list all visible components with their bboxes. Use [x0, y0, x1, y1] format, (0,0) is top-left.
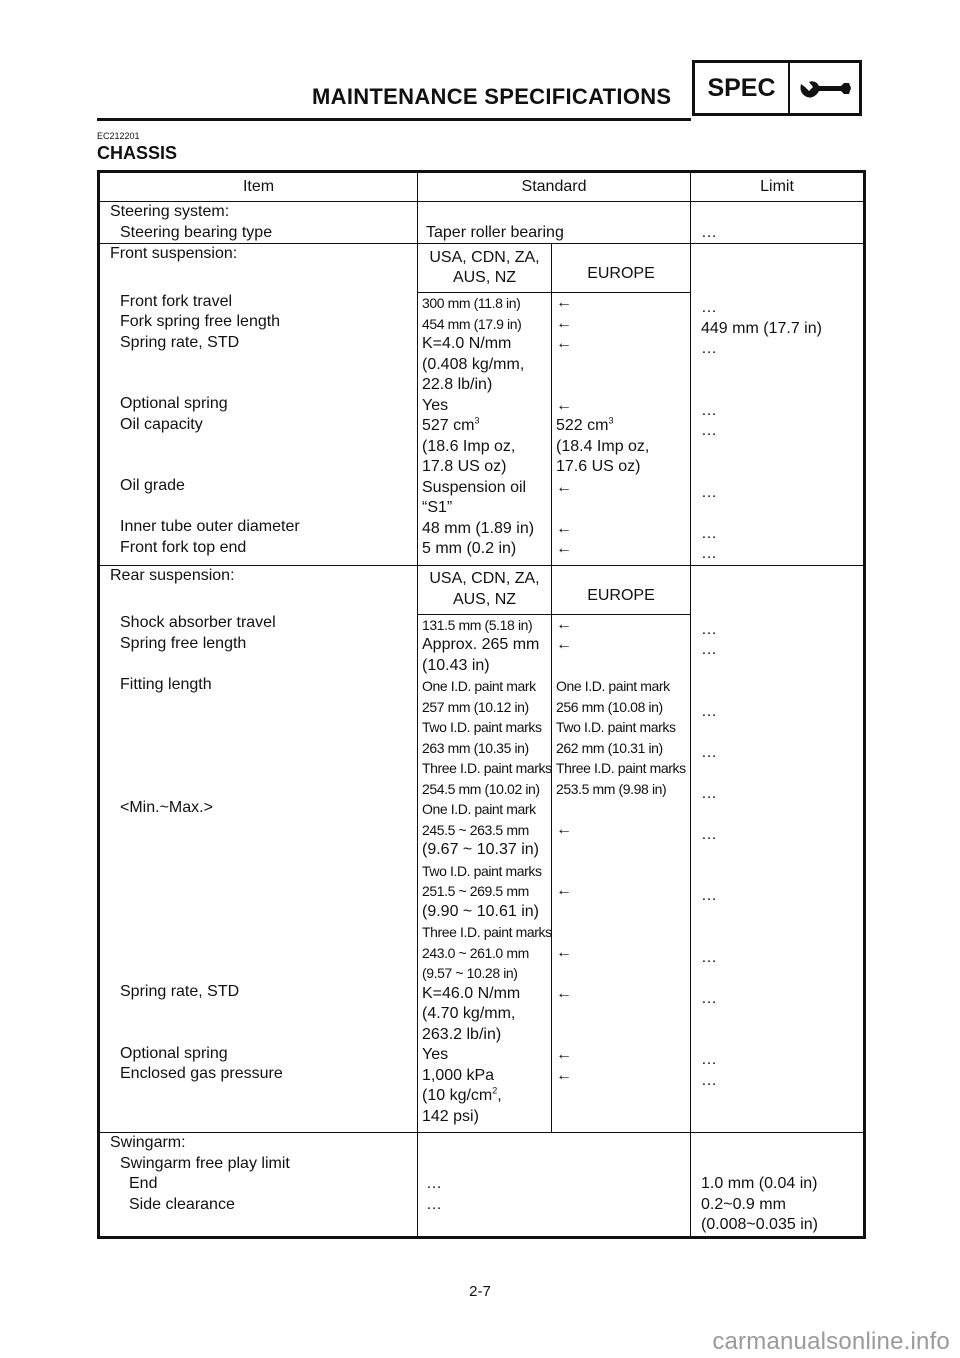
rear-std-europe-value: ← [556, 882, 572, 899]
rear-limit-value: … [701, 989, 717, 1007]
front-item-label: Spring rate, STD [120, 333, 240, 351]
rear-limit-value [691, 763, 863, 784]
rear-limit-value [691, 681, 863, 702]
rear-limit-value [691, 927, 863, 948]
front-col-a-header: USA, CDN, ZA, AUS, NZ [418, 244, 552, 293]
front-std-a-cell [418, 293, 552, 566]
rear-item-label [100, 654, 417, 675]
swingarm-item-cell [99, 1133, 418, 1238]
rear-col-a-header: USA, CDN, ZA, AUS, NZ [418, 565, 552, 614]
front-limit-value [691, 360, 863, 381]
rear-item-label: Optional spring [120, 1044, 228, 1062]
front-item-label: Optional spring [120, 395, 228, 412]
front-std-europe-value: (18.4 Imp oz, [556, 437, 650, 455]
swingarm-side-label: Side clearance [129, 1195, 235, 1213]
rear-limit-value [691, 1112, 863, 1133]
wrench-icon [790, 63, 859, 113]
rear-std-europe-value: ← [556, 1066, 572, 1084]
chassis-spec-table [97, 170, 866, 1239]
rear-std-europe-value: 253.5 mm (9.98 in) [556, 780, 667, 797]
rear-item-label [100, 880, 417, 901]
document-code: EC212201 [97, 131, 140, 141]
header-item: Item [99, 172, 418, 202]
rear-item-label [100, 736, 417, 757]
spec-label: SPEC [695, 63, 790, 113]
front-std-value: 5 mm (0.2 in) [422, 540, 517, 557]
swingarm-side-limit-1: 0.2~0.9 mm [701, 1195, 786, 1213]
rear-std-europe-value: 262 mm (10.31 in) [556, 739, 663, 756]
rear-std-value: 257 mm (10.12 in) [422, 698, 529, 715]
rear-item-cell [99, 565, 418, 1133]
front-std-value: Suspension oil [422, 478, 527, 496]
front-std-europe-value: ← [556, 540, 572, 557]
front-std-value: 527 $cm^3$ [422, 415, 480, 434]
front-item-label: Front fork top end [120, 538, 247, 556]
front-limit-value [691, 442, 863, 463]
rear-std-europe-value [552, 963, 690, 984]
rear-std-value: One I.D. paint mark [422, 801, 536, 817]
front-std-value: (18.6 Imp oz, [422, 437, 516, 455]
front-item-label [100, 497, 417, 518]
rear-item-label [100, 921, 417, 942]
rear-std-europe-value [552, 1086, 690, 1107]
front-limit-value: … [701, 524, 717, 542]
rear-std-value: 251.5 ~ 269.5 mm [422, 883, 529, 899]
rear-limit-value [691, 907, 863, 928]
rear-std-value: 263 mm (10.35 in) [422, 739, 529, 756]
rear-std-value: (4.70 kg/mm, [422, 1005, 516, 1022]
rear-std-value: 142 psi) [422, 1107, 479, 1125]
front-std-value: 300 mm (11.8 in) [422, 295, 521, 311]
front-std-value: 17.8 US oz) [422, 458, 507, 475]
rear-std-europe-value [552, 861, 690, 882]
rear-std-value: (9.90 ~ 10.61 in) [422, 902, 539, 920]
spec-badge [692, 60, 862, 116]
front-item-label: Front fork travel [120, 292, 233, 310]
rear-std-value: 1,000 kPa [422, 1066, 495, 1084]
rear-item-label: Enclosed gas pressure [120, 1065, 283, 1082]
rear-item-label [100, 1085, 417, 1106]
front-std-b-cell [552, 293, 691, 566]
front-std-value: (0.408 kg/mm, [422, 355, 525, 373]
rear-std-europe-value [552, 840, 690, 861]
rear-subheader-row [99, 565, 865, 614]
front-std-value: “S1” [422, 499, 453, 516]
rear-title: Rear suspension: [110, 566, 235, 584]
front-std-europe-value [552, 355, 690, 376]
rear-item-label [100, 1023, 417, 1044]
swingarm-end-limit: 1.0 mm (0.04 in) [701, 1175, 818, 1192]
front-std-europe-value: ← [556, 294, 572, 311]
front-std-europe-value: 522 $cm^3$ [556, 415, 614, 434]
rear-std-value: One I.D. paint mark [422, 678, 536, 694]
rear-limit-value [691, 1009, 863, 1030]
rear-limit-value: … [701, 948, 717, 966]
front-std-europe-value [552, 498, 690, 519]
front-limit-value: … [701, 545, 717, 562]
front-std-value: 454 mm (17.9 in) [422, 315, 522, 332]
rear-limit-value: … [701, 702, 717, 720]
rear-std-value: 254.5 mm (10.02 in) [422, 780, 540, 797]
rear-std-europe-value: One I.D. paint mark [556, 678, 670, 694]
rear-std-a-cell [418, 614, 552, 1133]
rear-std-europe-value [552, 1107, 690, 1128]
swingarm-free-play-label: Swingarm free play limit [120, 1154, 290, 1172]
front-limit-cell [691, 244, 865, 566]
front-std-europe-value: ← [556, 519, 572, 537]
rear-std-value: Approx. 265 mm [422, 636, 540, 653]
steering-row [99, 202, 865, 244]
front-item-label: Fork spring free length [120, 313, 281, 330]
rear-item-label [100, 695, 417, 716]
rear-std-europe-value: ← [556, 943, 572, 961]
rear-std-europe-value [552, 902, 690, 923]
rear-item-label: Spring rate, STD [120, 983, 240, 1000]
rear-std-value: Three I.D. paint marks [422, 924, 552, 940]
front-limit-value: … [701, 422, 717, 439]
front-std-value: K=4.0 N/mm [422, 335, 512, 352]
front-limit-value: … [701, 401, 717, 419]
rear-limit-value [691, 1091, 863, 1112]
rear-std-europe-value: ← [556, 1046, 572, 1063]
rear-std-europe-value [552, 1004, 690, 1025]
front-item-label [100, 353, 417, 374]
rear-std-europe-value: ← [556, 615, 572, 633]
rear-limit-value: … [701, 641, 717, 658]
rear-std-value: K=46.0 N/mm [422, 984, 521, 1002]
rear-std-value: 131.5 mm (5.18 in) [422, 616, 533, 633]
page-number: 2-7 [469, 1283, 491, 1300]
front-std-value: 48 mm (1.89 in) [422, 519, 535, 537]
front-item-label: Oil grade [120, 477, 185, 494]
rear-std-europe-value [552, 922, 690, 943]
front-title: Front suspension: [110, 245, 238, 262]
rear-item-label: Shock absorber travel [120, 614, 276, 631]
swingarm-end-label: End [129, 1175, 158, 1192]
steering-title: Steering system: [110, 203, 230, 220]
rear-item-label [100, 716, 417, 737]
rear-limit-value [691, 845, 863, 866]
page-title: MAINTENANCE SPECIFICATIONS [312, 84, 672, 109]
swingarm-title: Swingarm: [110, 1134, 186, 1151]
rear-std-value: 263.2 lb/in) [422, 1025, 502, 1043]
rear-item-label: <Min.~Max.> [120, 798, 213, 816]
front-std-europe-value: ← [556, 335, 572, 352]
section-title: CHASSIS [97, 143, 178, 163]
swingarm-side-limit-2: (0.008~0.035 in) [701, 1216, 818, 1233]
steering-item-cell [99, 202, 418, 244]
rear-std-europe-value: 256 mm (10.08 in) [556, 698, 663, 715]
front-limit-value: 449 mm (17.7 in) [701, 319, 822, 337]
front-item-label: Oil capacity [120, 415, 203, 433]
rear-limit-value: … [701, 784, 717, 802]
rear-std-europe-value: ← [556, 984, 572, 1002]
rear-limit-value [691, 722, 863, 743]
rear-item-label [100, 839, 417, 860]
rear-limit-value [691, 866, 863, 887]
rear-item-label: Spring free length [120, 634, 247, 652]
front-std-value: Yes [422, 396, 449, 414]
rear-std-value: (9.67 ~ 10.37 in) [422, 841, 539, 858]
rear-limit-cell [691, 565, 865, 1133]
rear-std-europe-value [552, 656, 690, 677]
swingarm-limit-cell [691, 1133, 865, 1238]
front-limit-value: … [701, 340, 717, 357]
rear-std-value: 243.0 ~ 261.0 mm [422, 944, 529, 961]
rear-std-value: Three I.D. paint marks [422, 760, 552, 776]
front-std-europe-value: ← [556, 314, 572, 332]
rear-limit-value: … [701, 1051, 717, 1068]
rear-item-label [100, 757, 417, 778]
watermark: carmanualsonline.info [712, 1328, 950, 1355]
front-limit-value: … [701, 483, 717, 501]
table-header-row [99, 172, 865, 202]
rear-limit-value [691, 804, 863, 825]
rear-item-label: Fitting length [120, 675, 212, 693]
front-limit-value [691, 503, 863, 524]
rear-limit-value: … [701, 1071, 717, 1089]
steering-bearing-value: Taper roller bearing [426, 223, 564, 241]
rear-item-label [100, 962, 417, 983]
title-underline [97, 118, 691, 121]
steering-bearing-label: Steering bearing type [120, 223, 273, 241]
header-limit: Limit [691, 172, 865, 202]
rear-item-label [100, 1003, 417, 1024]
rear-item-label [100, 777, 417, 798]
rear-limit-value: … [701, 825, 717, 843]
rear-std-value: Two I.D. paint marks [422, 862, 542, 879]
header-standard: Standard [418, 172, 691, 202]
rear-limit-value: … [701, 620, 717, 638]
front-std-europe-value: ← [556, 478, 572, 496]
front-subheader-row [99, 244, 865, 293]
rear-limit-value [691, 968, 863, 989]
rear-std-europe-value [552, 1025, 690, 1046]
rear-std-europe-value: ← [556, 636, 572, 653]
front-item-label [100, 456, 417, 477]
steering-standard-cell [418, 202, 691, 244]
front-std-europe-value [552, 375, 690, 396]
swingarm-standard-cell [418, 1133, 691, 1238]
rear-std-value: Two I.D. paint marks [422, 719, 542, 735]
rear-std-europe-value: Two I.D. paint marks [556, 719, 676, 735]
rear-std-value: (10.43 in) [422, 656, 490, 674]
rear-limit-value [691, 661, 863, 682]
front-item-label: Inner tube outer diameter [120, 518, 300, 535]
front-col-b-header: EUROPE [552, 244, 691, 293]
front-item-cell [99, 244, 418, 566]
rear-std-europe-value: Three I.D. paint marks [556, 760, 686, 776]
steering-bearing-limit: … [701, 223, 717, 241]
front-limit-value [691, 380, 863, 401]
steering-limit-cell [691, 202, 865, 244]
rear-std-europe-value [552, 799, 690, 820]
rear-std-value: (10 $kg/cm^2$, [422, 1085, 502, 1104]
front-limit-value: … [701, 299, 717, 316]
rear-col-b-header: EUROPE [552, 565, 691, 614]
rear-item-label [100, 859, 417, 880]
rear-item-label [100, 900, 417, 921]
swingarm-end-std: … [426, 1175, 442, 1192]
rear-item-label [100, 818, 417, 839]
rear-limit-value: … [701, 743, 717, 761]
rear-std-b-cell [552, 614, 691, 1133]
rear-limit-value [691, 1030, 863, 1051]
front-limit-value [691, 462, 863, 483]
front-item-label [100, 435, 417, 456]
rear-item-label [100, 1105, 417, 1126]
front-std-europe-value: 17.6 US oz) [556, 458, 641, 475]
front-std-value: 22.8 lb/in) [422, 376, 493, 393]
rear-std-value: 245.5 ~ 263.5 mm [422, 821, 529, 838]
rear-std-europe-value: ← [556, 820, 572, 838]
front-item-label [100, 374, 417, 395]
front-std-europe-value: ← [556, 396, 572, 414]
rear-item-label [100, 941, 417, 962]
swingarm-side-std: … [426, 1195, 442, 1213]
rear-limit-value: … [701, 887, 717, 904]
rear-std-value: Yes [422, 1046, 449, 1063]
swingarm-row [99, 1133, 865, 1238]
rear-std-value: (9.57 ~ 10.28 in) [422, 965, 518, 981]
